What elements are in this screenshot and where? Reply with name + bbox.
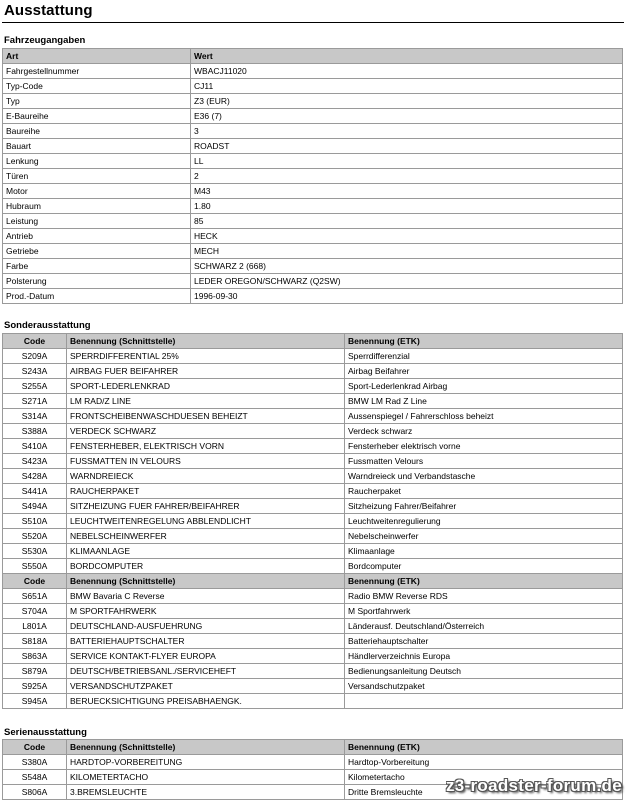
table-cell: FENSTERHEBER, ELEKTRISCH VORN: [67, 439, 345, 454]
table-cell: BORDCOMPUTER: [67, 559, 345, 574]
table-row: [3, 454, 623, 469]
table-row: [3, 169, 623, 184]
table-cell: M Sportfahrwerk: [345, 604, 623, 619]
table-row: [3, 124, 623, 139]
table-row: [3, 244, 623, 259]
table-row: [3, 79, 623, 94]
table-row: [3, 109, 623, 124]
page-title: Ausstattung: [4, 2, 93, 19]
table-row: [3, 544, 623, 559]
table-header-row: [3, 334, 623, 349]
table-cell: MECH: [191, 244, 623, 259]
column-header: Benennung (Schnittstelle): [67, 574, 345, 589]
table-row: [3, 634, 623, 649]
table-cell: SITZHEIZUNG FUER FAHRER/BEIFAHRER: [67, 499, 345, 514]
table-cell: S510A: [3, 514, 67, 529]
table-row: [3, 349, 623, 364]
table-cell: Versandschutzpaket: [345, 679, 623, 694]
table-row: [3, 619, 623, 634]
table-cell: Händlerverzeichnis Europa: [345, 649, 623, 664]
table-cell: KLIMAANLAGE: [67, 544, 345, 559]
table-row: [3, 154, 623, 169]
table-row: [3, 229, 623, 244]
table-cell: 1.80: [191, 199, 623, 214]
table-cell: Nebelscheinwerfer: [345, 529, 623, 544]
table-cell: S818A: [3, 634, 67, 649]
table-cell: Lenkung: [3, 154, 191, 169]
table-cell: Bauart: [3, 139, 191, 154]
table-row: [3, 409, 623, 424]
table-cell: M SPORTFAHRWERK: [67, 604, 345, 619]
table-cell: LL: [191, 154, 623, 169]
table-cell: S441A: [3, 484, 67, 499]
table-row: [3, 469, 623, 484]
table-row: [3, 394, 623, 409]
table-cell: Länderausf. Deutschland/Österreich: [345, 619, 623, 634]
table-header-row: [3, 574, 623, 589]
table-cell: Türen: [3, 169, 191, 184]
table-cell: S271A: [3, 394, 67, 409]
table-cell: Farbe: [3, 259, 191, 274]
table-cell: Getriebe: [3, 244, 191, 259]
column-header: Code: [3, 574, 67, 589]
watermark: z3-roadster-forum.de: [445, 776, 622, 795]
table-cell: S945A: [3, 694, 67, 709]
table-row: [3, 139, 623, 154]
table-cell: BATTERIEHAUPTSCHALTER: [67, 634, 345, 649]
table-cell: DEUTSCH/BETRIEBSANL./SERVICEHEFT: [67, 664, 345, 679]
table-cell: S243A: [3, 364, 67, 379]
table-cell: S550A: [3, 559, 67, 574]
table-cell: S879A: [3, 664, 67, 679]
table-row: [3, 559, 623, 574]
column-header: Benennung (ETK): [345, 334, 623, 349]
table-cell: S314A: [3, 409, 67, 424]
table-cell: LM RAD/Z LINE: [67, 394, 345, 409]
table-cell: BERUECKSICHTIGUNG PREISABHAENGK.: [67, 694, 345, 709]
column-header: Code: [3, 334, 67, 349]
table-cell: CJ11: [191, 79, 623, 94]
vehicle-data-table: [2, 48, 623, 304]
table-cell: E-Baureihe: [3, 109, 191, 124]
table-cell: ROADST: [191, 139, 623, 154]
table-cell: SPORT-LEDERLENKRAD: [67, 379, 345, 394]
table-cell: S209A: [3, 349, 67, 364]
table-cell: S410A: [3, 439, 67, 454]
column-header: Code: [3, 740, 67, 755]
table-cell: S925A: [3, 679, 67, 694]
table-cell: LEDER OREGON/SCHWARZ (Q2SW): [191, 274, 623, 289]
table-row: [3, 604, 623, 619]
column-header: Benennung (ETK): [345, 740, 623, 755]
table-row: [3, 274, 623, 289]
table-row: [3, 694, 623, 709]
table-row: [3, 214, 623, 229]
table-cell: Prod.-Datum: [3, 289, 191, 304]
table-cell: Dritte Bremsleuchte: [345, 785, 623, 800]
table-row: [3, 755, 623, 770]
table-cell: Kilometertacho: [345, 770, 623, 785]
section-title-serienausstattung: Serienausstattung: [4, 727, 87, 738]
table-cell: RAUCHERPAKET: [67, 484, 345, 499]
table-cell: BMW Bavaria C Reverse: [67, 589, 345, 604]
table-cell: BMW LM Rad Z Line: [345, 394, 623, 409]
table-cell: S520A: [3, 529, 67, 544]
table-cell: Klimaanlage: [345, 544, 623, 559]
table-cell: S704A: [3, 604, 67, 619]
table-cell: Warndreieck und Verbandstasche: [345, 469, 623, 484]
table-cell: SERVICE KONTAKT-FLYER EUROPA: [67, 649, 345, 664]
table-cell: [345, 694, 623, 709]
table-cell: Hardtop-Vorbereitung: [345, 755, 623, 770]
table-cell: Typ: [3, 94, 191, 109]
section-title-sonderausstattung: Sonderausstattung: [4, 320, 91, 331]
table-row: [3, 589, 623, 604]
table-cell: LEUCHTWEITENREGELUNG ABBLENDLICHT: [67, 514, 345, 529]
table-cell: Antrieb: [3, 229, 191, 244]
table-cell: KILOMETERTACHO: [67, 770, 345, 785]
table-row: [3, 379, 623, 394]
table-cell: S530A: [3, 544, 67, 559]
section-title-fahrzeugangaben: Fahrzeugangaben: [4, 35, 86, 46]
table-cell: Leistung: [3, 214, 191, 229]
table-row: [3, 499, 623, 514]
table-cell: DEUTSCHLAND-AUSFUEHRUNG: [67, 619, 345, 634]
table-row: [3, 514, 623, 529]
table-row: [3, 529, 623, 544]
table-cell: VERDECK SCHWARZ: [67, 424, 345, 439]
table-cell: WBACJ11020: [191, 64, 623, 79]
table-cell: Baureihe: [3, 124, 191, 139]
table-cell: AIRBAG FUER BEIFAHRER: [67, 364, 345, 379]
table-row: [3, 64, 623, 79]
table-row: [3, 259, 623, 274]
table-row: [3, 289, 623, 304]
table-cell: Radio BMW Reverse RDS: [345, 589, 623, 604]
table-cell: Fussmatten Velours: [345, 454, 623, 469]
table-cell: Verdeck schwarz: [345, 424, 623, 439]
table-row: [3, 664, 623, 679]
table-cell: Bordcomputer: [345, 559, 623, 574]
table-cell: S863A: [3, 649, 67, 664]
table-cell: S428A: [3, 469, 67, 484]
table-cell: S806A: [3, 785, 67, 800]
table-cell: Fahrgestellnummer: [3, 64, 191, 79]
table-cell: FRONTSCHEIBENWASCHDUESEN BEHEIZT: [67, 409, 345, 424]
table-row: [3, 439, 623, 454]
table-cell: Polsterung: [3, 274, 191, 289]
table-cell: HARDTOP-VORBEREITUNG: [67, 755, 345, 770]
table-cell: VERSANDSCHUTZPAKET: [67, 679, 345, 694]
table-cell: S388A: [3, 424, 67, 439]
table-cell: Aussenspiegel / Fahrerschloss beheizt: [345, 409, 623, 424]
table-cell: WARNDREIECK: [67, 469, 345, 484]
table-row: [3, 679, 623, 694]
table-row: [3, 199, 623, 214]
table-cell: Z3 (EUR): [191, 94, 623, 109]
table-cell: Leuchtweitenregulierung: [345, 514, 623, 529]
column-header: Art: [3, 49, 191, 64]
table-cell: S651A: [3, 589, 67, 604]
column-header: Benennung (ETK): [345, 574, 623, 589]
table-cell: Sperrdifferenzial: [345, 349, 623, 364]
table-cell: 85: [191, 214, 623, 229]
optional-equipment-table: [2, 333, 623, 709]
table-row: [3, 94, 623, 109]
table-cell: Hubraum: [3, 199, 191, 214]
table-cell: S494A: [3, 499, 67, 514]
table-cell: SCHWARZ 2 (668): [191, 259, 623, 274]
table-cell: Sitzheizung Fahrer/Beifahrer: [345, 499, 623, 514]
column-header: Wert: [191, 49, 623, 64]
table-cell: L801A: [3, 619, 67, 634]
table-cell: 3.BREMSLEUCHTE: [67, 785, 345, 800]
column-header: Benennung (Schnittstelle): [67, 334, 345, 349]
table-cell: Fensterheber elektrisch vorne: [345, 439, 623, 454]
table-cell: Raucherpaket: [345, 484, 623, 499]
table-row: [3, 649, 623, 664]
column-header: Benennung (Schnittstelle): [67, 740, 345, 755]
table-row: [3, 184, 623, 199]
table-cell: HECK: [191, 229, 623, 244]
table-cell: 2: [191, 169, 623, 184]
table-cell: FUSSMATTEN IN VELOURS: [67, 454, 345, 469]
table-cell: S380A: [3, 755, 67, 770]
table-row: [3, 484, 623, 499]
table-cell: 1996-09-30: [191, 289, 623, 304]
table-cell: S423A: [3, 454, 67, 469]
table-cell: S255A: [3, 379, 67, 394]
table-header-row: [3, 740, 623, 755]
table-cell: NEBELSCHEINWERFER: [67, 529, 345, 544]
table-cell: M43: [191, 184, 623, 199]
table-cell: S548A: [3, 770, 67, 785]
table-cell: Typ-Code: [3, 79, 191, 94]
table-cell: E36 (7): [191, 109, 623, 124]
table-row: [3, 424, 623, 439]
table-cell: Sport-Lederlenkrad Airbag: [345, 379, 623, 394]
table-row: [3, 364, 623, 379]
table-cell: Airbag Beifahrer: [345, 364, 623, 379]
table-cell: Motor: [3, 184, 191, 199]
table-header-row: [3, 49, 623, 64]
table-cell: 3: [191, 124, 623, 139]
title-divider: [2, 22, 624, 23]
table-cell: SPERRDIFFERENTIAL 25%: [67, 349, 345, 364]
table-cell: Bedienungsanleitung Deutsch: [345, 664, 623, 679]
table-cell: Batteriehauptschalter: [345, 634, 623, 649]
